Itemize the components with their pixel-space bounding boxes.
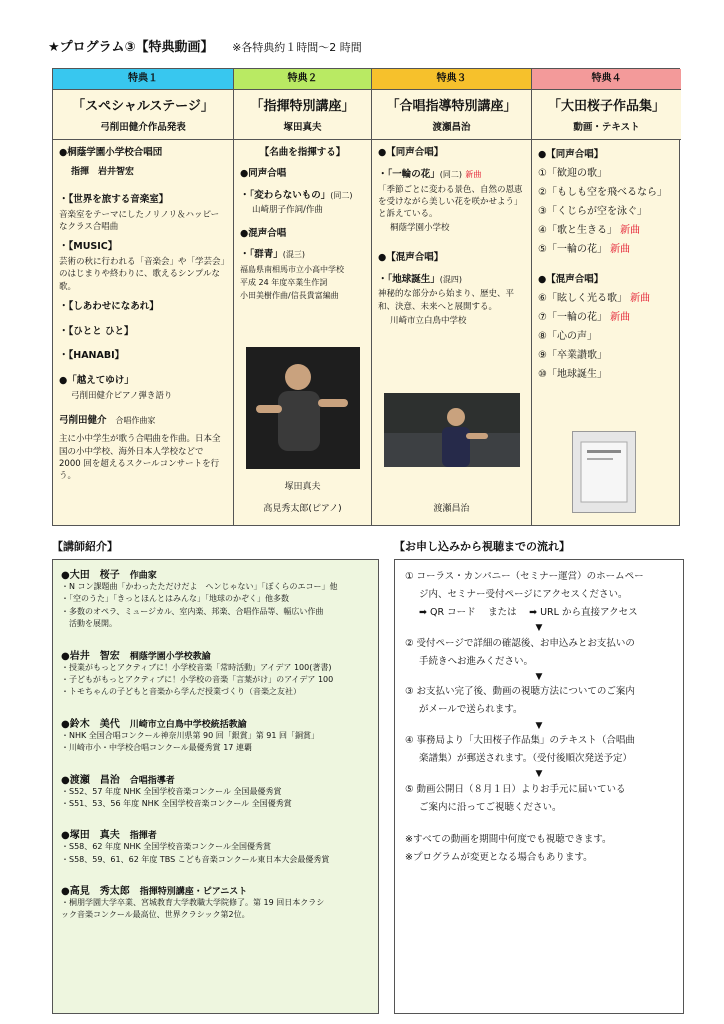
song-title: ・【HANABI】 xyxy=(59,350,125,362)
composer-name: 弓削田健介 xyxy=(59,415,107,427)
teacher-entry xyxy=(61,882,370,922)
composer-desc: 主に小中学生が歌う合唱曲を作曲。日本全国の小中学校、海外日本人学校などで 2000 回を超えるスクールコンサートを行う。 xyxy=(59,434,221,482)
teacher-role: 川崎市立白鳥中学校統括教諭 xyxy=(129,719,247,730)
book-icon xyxy=(573,432,635,512)
instructor-photo xyxy=(384,393,520,467)
list-item: ③「くじらが空を泳ぐ」 xyxy=(538,206,647,218)
song-title: ・「一輪の花」 xyxy=(378,168,440,180)
song-title: ・「地球誕生」 xyxy=(378,273,440,285)
tokuten-table xyxy=(52,68,680,526)
song-desc: 山崎朋子作詞/作曲 xyxy=(252,205,323,216)
teacher-role: 指揮者 xyxy=(129,831,157,842)
down-arrow-icon: ▼ xyxy=(535,720,543,731)
section-heading: ●【同声合唱】 xyxy=(378,147,444,158)
teacher-line: ・トモちゃんの子どもと音楽から学んだ授業づくり（音楽之友社） xyxy=(61,687,301,697)
teachers-heading: 【講師紹介】 xyxy=(52,540,118,553)
teacher-entry xyxy=(61,647,370,699)
flow-step: 手続きへお進みください。 xyxy=(419,655,534,667)
person-icon xyxy=(246,347,360,469)
list-item: ⑧「心の声」 xyxy=(538,331,597,343)
teacher-line: ック音楽コンクール最高位、世界クラシック第2位。 xyxy=(61,910,250,920)
teacher-line: ・S58、62 年度 NHK 全国学校音楽コンクール全国優秀賞 xyxy=(61,842,271,852)
photo-caption: 高見秀太郎(ピアノ) xyxy=(263,504,342,514)
song-part: (混三) xyxy=(282,250,306,260)
new-song-badge: 新曲 xyxy=(610,312,631,324)
song-desc: 小田美樹作曲/信長貴富編曲 xyxy=(240,290,339,300)
flow-step: ② 受付ページで詳細の確認後、お申込みとお支払いの xyxy=(405,637,635,649)
tokuten-1-title: 「スペシャルステージ」 xyxy=(72,99,214,114)
song-part: (混四) xyxy=(439,274,463,284)
teacher-line: ・川崎市小・中学校合唱コンクール最優秀賞 17 連覇 xyxy=(61,743,252,753)
song-school: 川崎市立白鳥中学校 xyxy=(390,315,467,326)
list-item: ④「歌と生きる」 新曲 xyxy=(538,225,641,237)
section-heading: ●【同声合唱】 xyxy=(538,149,604,160)
tab-tokuten-3: 特典３ xyxy=(372,69,531,90)
new-song-badge: 新曲 xyxy=(630,293,651,305)
flow-note: ※すべての動画を期間中何度でも視聴できます。 xyxy=(405,833,612,845)
tokuten-1-body xyxy=(53,140,233,489)
song-desc: 「季節ごとに変わる景色、自然の恩恵を受けながら美しい花を咲かせよう」と訴えている。 xyxy=(378,184,523,220)
song-title: ・【世界を旅する音楽室】 xyxy=(59,193,169,205)
tokuten-3-body xyxy=(372,140,531,333)
song-school: 桐蔭学園小学校 xyxy=(390,223,450,234)
flow-step: ジ内、セミナー受付ページにアクセスください。 xyxy=(419,589,628,601)
down-arrow-icon: ▼ xyxy=(535,671,543,682)
teacher-role: 桐蔭学園小学校教諭 xyxy=(129,651,211,662)
tokuten-1-sub: 弓削田健介作品発表 xyxy=(100,122,186,133)
teacher-line: ・N コン課題曲「かわったただけだよ へンじゃない」「ぼくらのエコー」他 xyxy=(61,582,338,591)
photo-caption: 塚田真夫 xyxy=(284,482,321,492)
person-icon xyxy=(384,393,520,467)
flow-step: ➡ QR コード または ➡ URL から直接アクセス xyxy=(419,607,638,619)
teacher-name: ●岩井 智宏 xyxy=(61,650,120,662)
song-title: ・【しあわせになあれ】 xyxy=(59,300,159,312)
teacher-name: ●高見 秀太郎 xyxy=(61,886,130,898)
teacher-name: ●塚田 真夫 xyxy=(61,830,120,842)
section-heading: 【名曲を指揮する】 xyxy=(259,147,346,158)
teacher-entry xyxy=(61,826,370,866)
teacher-line: 活動を展開。 xyxy=(61,619,117,629)
list-item: ①「歓迎の歌」 xyxy=(538,168,607,180)
teacher-line: ・NHK 全国合唱コンクール神奈川県第 90 回「銀賞」第 91 回「銅賞」 xyxy=(61,730,319,740)
teacher-line: ・S58、59、61、62 年度 TBS こども音楽コンクール東日本大会最優秀賞 xyxy=(61,854,330,864)
tokuten-col-2 xyxy=(234,69,372,525)
tokuten-col-3 xyxy=(372,69,532,525)
flow-step: 楽譜集）が郵送されます。（受付後順次発送予定） xyxy=(419,753,632,765)
composer-role: 合唱作曲家 xyxy=(115,416,156,426)
song-desc: 福島県南相馬市立小高中学校 xyxy=(240,265,344,275)
song-desc: 神秘的な部分から始まり、歴史、平和、決意、未来へと展開する。 xyxy=(378,289,515,312)
new-song-badge: 新曲 xyxy=(465,169,482,179)
list-item: ②「もしも空を飛べるなら」 xyxy=(538,187,667,199)
section-heading: ●同声合唱 xyxy=(240,167,287,179)
teacher-line: ・子どもがもっとアクティブに！小学校の音楽「言葉がけ」のアイデア 100 xyxy=(61,674,334,684)
teacher-entry xyxy=(61,566,370,631)
flow-step: ④ 事務局より「大田桜子作品集」のテキスト（合唱曲 xyxy=(405,735,635,747)
section-heading: ●【混声合唱】 xyxy=(378,251,444,263)
conductor: 指揮 岩井智宏 xyxy=(71,166,135,177)
tokuten-4-header xyxy=(532,90,681,140)
tokuten-1-header xyxy=(53,90,233,140)
page-title xyxy=(48,36,362,55)
choir-name: ●桐蔭学園小学校合唱団 xyxy=(59,147,163,158)
tab-tokuten-4: 特典４ xyxy=(532,69,681,90)
teacher-line: ・S52、57 年度 NHK 全国学校音楽コンクール 全国最優秀賞 xyxy=(61,786,282,796)
tokuten-col-1 xyxy=(53,69,234,525)
down-arrow-icon: ▼ xyxy=(535,769,543,780)
tokuten-2-header xyxy=(234,90,371,140)
list-item: ⑤「一輪の花」 新曲 xyxy=(538,244,631,256)
tokuten-4-sub: 動画・テキスト xyxy=(573,122,640,133)
flow-step: ご案内に沿ってご視聴ください。 xyxy=(419,801,562,813)
song-desc: 芸術の秋に行われる「音楽会」や「学芸会」のはじまりや終わりに、歌えるシンプルな歌。 xyxy=(59,256,225,292)
teacher-line: ・桐朋学園大学卒業、宮城教育大学教職大学院修了。第 19 回日本クラシ xyxy=(61,898,325,908)
song-desc: 平成 24 年度卒業生作詞 xyxy=(240,277,328,287)
song-part: (同二) xyxy=(439,169,463,179)
tokuten-4-title: 「大田桜子作品集」 xyxy=(547,99,665,114)
song-title: ・【ひとと ひと】 xyxy=(59,325,134,337)
tokuten-3-header xyxy=(372,90,531,140)
title-text: ★プログラム③【特典動画】 xyxy=(48,40,214,55)
teacher-name: ●大田 桜子 xyxy=(61,570,120,581)
tokuten-3-sub: 渡瀬昌治 xyxy=(432,122,471,133)
teacher-line: ・授業がもっとアクティブに！小学校音楽「常時活動」アイデア 100(著書) xyxy=(61,662,332,672)
teacher-line: ・多数のオペラ、ミュージカル、室内楽、邦楽、合唱作品等、幅広い作曲 xyxy=(61,606,324,616)
song-title: ・「群青」 xyxy=(240,249,283,261)
teachers-box xyxy=(52,559,379,1014)
teacher-entry xyxy=(61,715,370,755)
flow-heading: 【お申し込みから視聴までの流れ】 xyxy=(394,540,570,553)
song-desc: 音楽室をテーマにしたノリノリ＆ハッピーなクラス合唱曲 xyxy=(59,209,220,232)
song-part: (同二) xyxy=(330,190,353,200)
section-heading: ●混声合唱 xyxy=(240,227,287,239)
title-note: ※各特典約１時間～2 時間 xyxy=(232,41,362,54)
song-list xyxy=(538,164,675,259)
teacher-entry xyxy=(61,771,370,811)
song-title: ・「変わらないもの」 xyxy=(240,189,331,201)
list-item: ⑨「卒業讃歌」 xyxy=(538,350,607,362)
down-arrow-icon: ▼ xyxy=(535,623,543,634)
flow-step: ① コーラス・カンパニー（セミナー運営）のホームペー xyxy=(405,571,644,582)
flow-step: がメールで送られます。 xyxy=(419,704,523,716)
tokuten-2-title: 「指揮特別講座」 xyxy=(250,99,355,114)
list-item: ⑩「地球誕生」 xyxy=(538,369,607,381)
teacher-role: 指揮特別講座・ピアニスト xyxy=(139,887,248,898)
teacher-role: 作曲家 xyxy=(129,571,157,581)
tokuten-col-4 xyxy=(532,69,681,525)
teacher-line: ・S51、53、56 年度 NHK 全国学校音楽コンクール 全国優秀賞 xyxy=(61,798,292,808)
flow-step: ③ お支払い完了後、動画の視聴方法についてのご案内 xyxy=(405,686,635,698)
new-song-badge: 新曲 xyxy=(610,244,631,256)
flow-box xyxy=(394,559,684,1014)
flow-note: ※プログラムが変更となる場合もあります。 xyxy=(405,851,593,863)
tokuten-2-sub: 塚田真夫 xyxy=(283,122,322,133)
tokuten-3-title: 「合唱指導特別講座」 xyxy=(386,99,517,114)
new-song-badge: 新曲 xyxy=(620,225,641,237)
flow-step: ⑤ 動画公開日（８月１日）よりお手元に届いている xyxy=(405,783,626,795)
list-item: ⑥「眩しく光る歌」 新曲 xyxy=(538,293,651,305)
photo-caption: 渡瀬昌治 xyxy=(433,504,470,514)
tokuten-4-body xyxy=(532,140,681,390)
songbook-photo xyxy=(572,431,636,513)
conductor-photo xyxy=(246,347,360,469)
song-desc: 弓削田健介ピアノ弾き語り xyxy=(71,390,173,401)
song-list xyxy=(538,289,675,384)
teacher-name: ●鈴木 美代 xyxy=(61,718,120,730)
teacher-line: ・「空のうた」「きっとほんとはみんな」「地球のかぞく」他多数 xyxy=(61,594,289,604)
teacher-name: ●渡瀬 昌治 xyxy=(61,774,120,786)
song-title: ●「越えてゆけ」 xyxy=(59,375,134,387)
teacher-role: 合唱指導者 xyxy=(129,775,175,786)
section-heading: ●【混声合唱】 xyxy=(538,274,604,286)
song-title: ・【MUSIC】 xyxy=(59,241,118,253)
tab-tokuten-1: 特典１ xyxy=(53,69,233,90)
tab-tokuten-2: 特典２ xyxy=(234,69,371,90)
list-item: ⑦「一輪の花」 新曲 xyxy=(538,312,631,324)
tokuten-2-body xyxy=(234,140,371,309)
